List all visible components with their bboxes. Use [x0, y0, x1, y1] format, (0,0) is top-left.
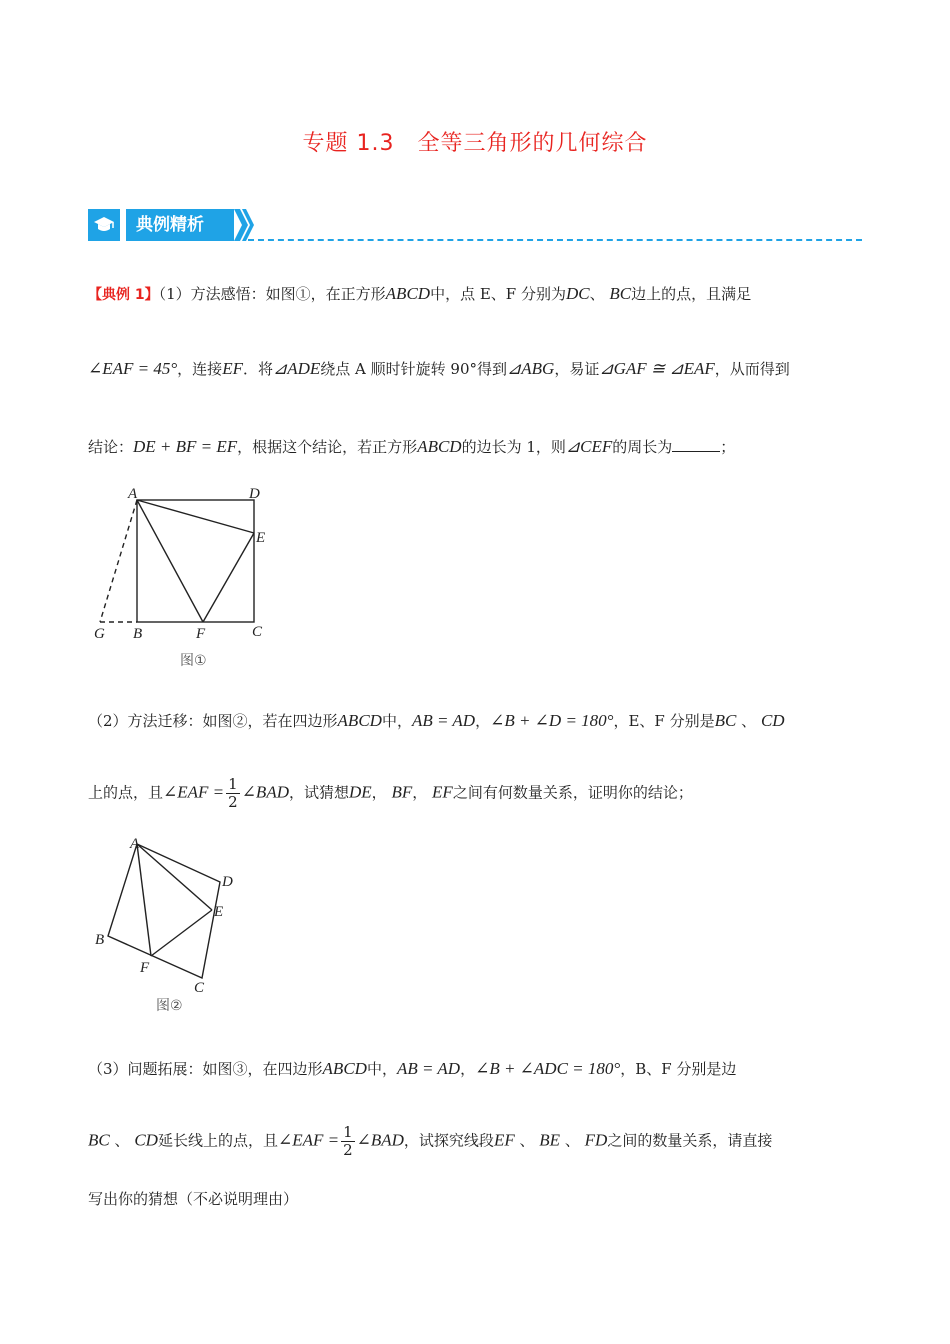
- section-divider: [248, 239, 862, 241]
- quadrilateral-abcd: [108, 844, 220, 978]
- fraction-half: $\frac{1}{2}$: [228, 775, 238, 811]
- figure-1: [88, 478, 288, 676]
- section-banner: [88, 207, 862, 247]
- label-A: A: [130, 836, 140, 852]
- label-D: D: [249, 486, 260, 502]
- square-abcd: [137, 500, 254, 622]
- example1-part3-line3: 写出你的猜想（不必说明理由）: [88, 1190, 299, 1208]
- graduation-cap-icon: [88, 209, 120, 241]
- example1-part3-line2: BC 、 CD延长线上的点，且∠EAF = $\frac{1}{2}$ ∠BAD，试探究线段EF 、 BE 、 FD之间的数量关系，请直接: [88, 1123, 773, 1159]
- example1-part2-line1: （2）方法迁移：如图②，若在四边形ABCD中，AB = AD，∠B + ∠D = 180°，E、F 分别是BC 、 CD: [88, 711, 785, 730]
- segment-ef: [151, 910, 212, 956]
- segment-ae: [137, 500, 254, 533]
- example1-line1: 【典例 1】（1）方法感悟：如图①，在正方形ABCD中，点 E、F 分别为DC、 BC边上的点，且满足: [88, 284, 752, 303]
- label-E: E: [256, 530, 266, 546]
- label-A: A: [128, 486, 138, 502]
- figure-1-caption: 图①: [180, 653, 207, 669]
- example1-line2: ∠EAF = 45°，连接EF．将⊿ADE绕点 A 顺时针旋转 90°得到⊿ABG，易证⊿GAF ≅ ⊿EAF，从而得到: [88, 359, 790, 378]
- label-E: E: [214, 904, 224, 920]
- example1-part2-line2: 上的点，且∠EAF = $\frac{1}{2}$ ∠BAD，试猜想DE， BF， EF之间有何数量关系，证明你的结论；: [88, 775, 693, 811]
- segment-ag: [100, 500, 137, 622]
- label-F: F: [140, 960, 150, 976]
- segment-af: [137, 500, 203, 622]
- section-label: 典例精析: [126, 209, 234, 241]
- answer-blank: [672, 437, 720, 452]
- label-F: F: [196, 626, 206, 642]
- example1-part3-line1: （3）问题拓展：如图③，在四边形ABCD中，AB = AD，∠B + ∠ADC = 180°，B、F 分别是边: [88, 1059, 737, 1078]
- segment-ef: [203, 533, 254, 622]
- label-G: G: [94, 626, 105, 642]
- figure-2-caption: 图②: [156, 998, 183, 1014]
- fraction-half: $\frac{1}{2}$: [343, 1123, 353, 1159]
- page-title: 专题 1.3 全等三角形的几何综合: [302, 131, 648, 156]
- segment-ae: [137, 844, 212, 910]
- label-D: D: [222, 874, 233, 890]
- example1-line3: 结论：DE + BF = EF，根据这个结论，若正方形ABCD的边长为 1，则⊿CEF的周长为 ；: [88, 437, 736, 456]
- example-tag: 【典例 1】: [88, 287, 159, 303]
- label-C: C: [252, 624, 263, 640]
- chevron-right-icon: [234, 207, 256, 243]
- label-C: C: [194, 980, 205, 996]
- label-B: B: [95, 932, 105, 948]
- figure-2: [88, 832, 258, 1022]
- label-B: B: [133, 626, 143, 642]
- segment-af: [137, 844, 151, 956]
